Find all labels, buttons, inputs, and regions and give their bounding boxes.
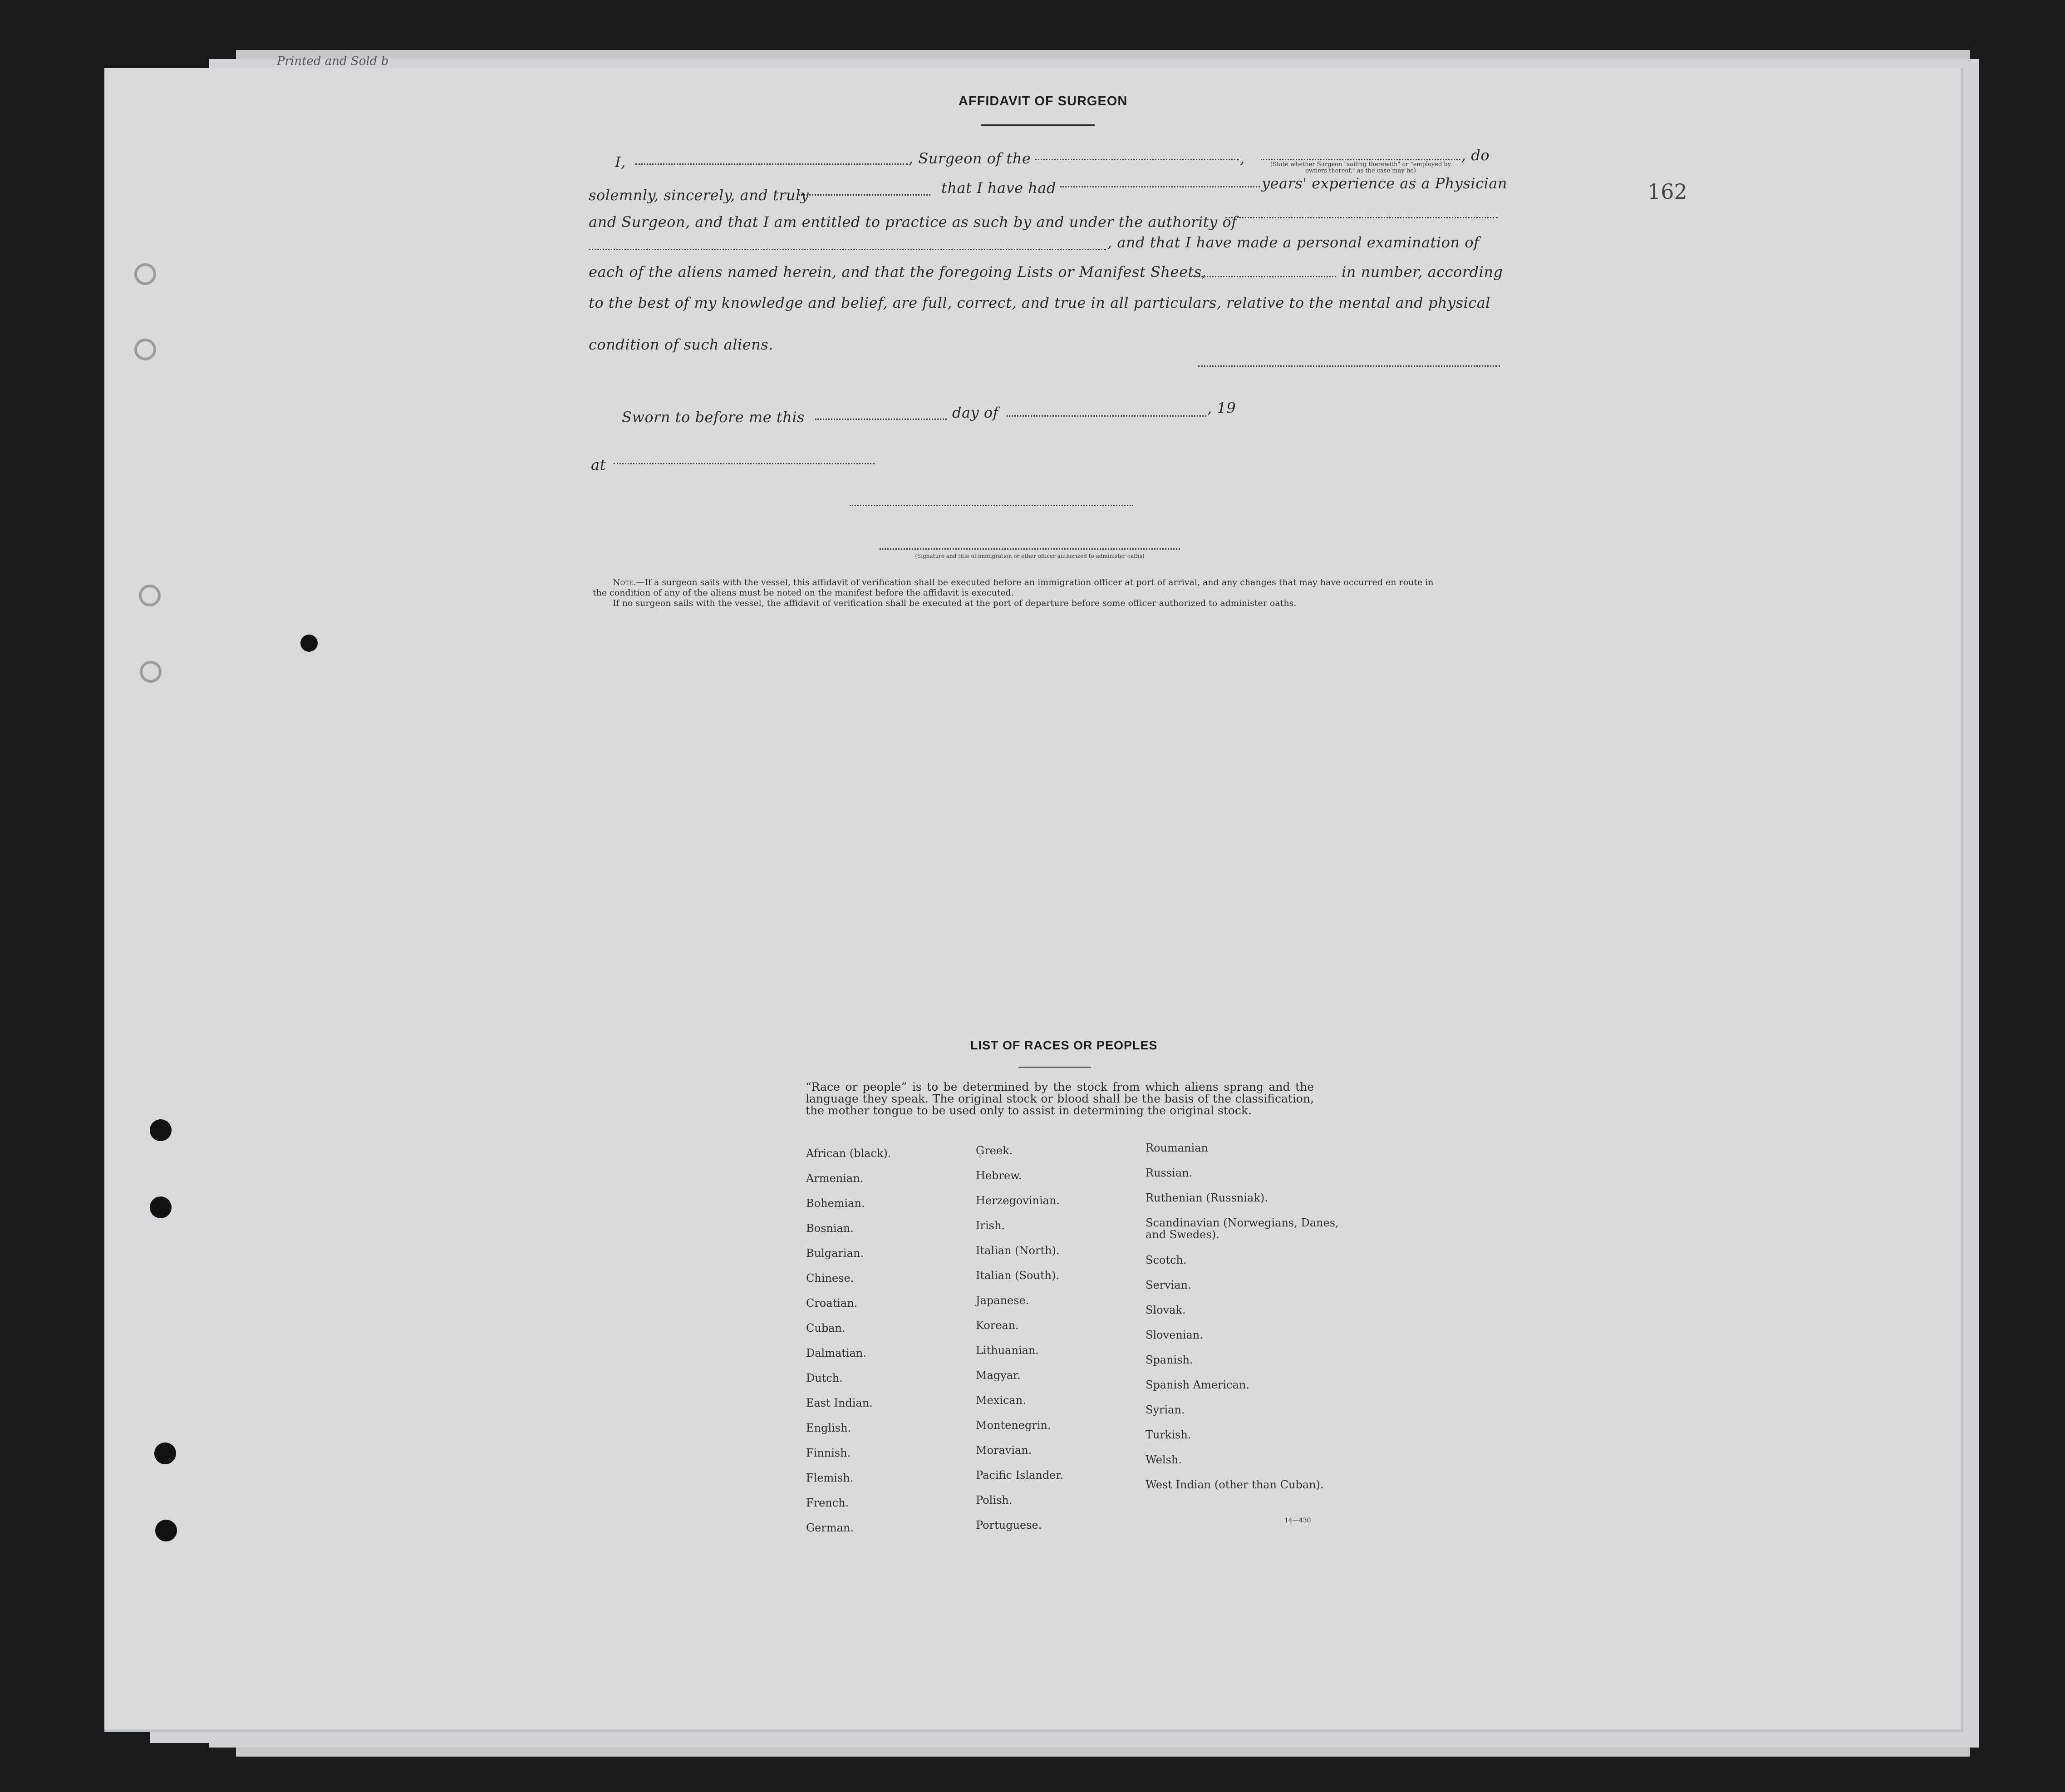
sworn-text: , 19	[1207, 399, 1236, 417]
race-item: Armenian.	[806, 1172, 864, 1185]
races-title: LIST OF RACES OR PEOPLES	[970, 1039, 1158, 1052]
binder-hole-icon	[134, 339, 156, 360]
race-item: Portuguese.	[976, 1519, 1042, 1531]
sworn-text: Sworn to before me this	[622, 409, 805, 426]
race-item: English.	[806, 1422, 851, 1434]
race-item: Italian (South).	[976, 1269, 1059, 1282]
race-item: Japanese.	[976, 1294, 1029, 1307]
binder-hole-icon	[140, 661, 162, 683]
note-line: —If a surgeon sails with the vessel, this affidavit of verification shall be executed before an immigration officer at port of arrival, and any changes that may have occurred en route in	[636, 577, 1434, 587]
binder-hole-icon	[134, 263, 156, 285]
race-item: Irish.	[976, 1219, 1005, 1232]
races-intro: “Race or people” is to be determined by the stock from which aliens sprang and the language they speak. The original stock or blood shall be the basis of the classification, the mother tongue to be used only to assist in determining the original stock.	[806, 1080, 1314, 1117]
affidavit-text: in number, according	[1342, 263, 1503, 281]
affidavit-text: that I have had	[941, 179, 1056, 197]
surgeon-signature-blank	[1198, 365, 1500, 367]
sworn-month-blank	[1007, 415, 1206, 417]
race-item: Bosnian.	[806, 1222, 854, 1235]
race-item: Welsh.	[1146, 1453, 1182, 1466]
sworn-place-label: at	[591, 456, 606, 473]
race-item: West Indian (other than Cuban).	[1146, 1478, 1324, 1491]
race-item: Finnish.	[806, 1447, 851, 1459]
race-item: Scandinavian (Norwegians, Danes, and Swedes).	[1146, 1216, 1339, 1241]
affidavit-title: AFFIDAVIT OF SURGEON	[959, 94, 1128, 108]
race-item: Greek.	[976, 1144, 1013, 1157]
binder-hole-icon	[139, 585, 161, 606]
authority-blank	[1225, 217, 1498, 218]
affidavit-text: years' experience as a Physician	[1262, 175, 1507, 192]
race-item: Bulgarian.	[806, 1247, 864, 1260]
page-number: 162	[1647, 179, 1687, 204]
race-item: Ruthenian (Russniak).	[1146, 1191, 1268, 1204]
race-item: Cuban.	[806, 1322, 846, 1334]
surgeon-name-blank	[635, 163, 908, 165]
years-blank	[1060, 186, 1260, 187]
edge-print-text: Printed and Sold b	[277, 54, 389, 68]
binder-hole-icon	[155, 1520, 177, 1541]
affidavit-text: solemnly, sincerely, and truly	[589, 187, 809, 204]
races-column-1	[806, 1147, 891, 1547]
affidavit-text: , and that I have made a personal examination of	[1107, 234, 1480, 251]
race-item: Syrian.	[1146, 1403, 1185, 1416]
race-item: Lithuanian.	[976, 1344, 1039, 1357]
race-item: Herzegovinian.	[976, 1194, 1060, 1207]
race-item: Flemish.	[806, 1472, 854, 1484]
affidavit-text: each of the aliens named herein, and that the foregoing Lists or Manifest Sheets,	[589, 263, 1207, 281]
form-number: 14—430	[1284, 1517, 1311, 1524]
race-item: Hebrew.	[976, 1169, 1022, 1182]
binder-hole-icon	[150, 1196, 172, 1218]
binder-hole-icon	[150, 1119, 172, 1141]
race-item: Montenegrin.	[976, 1419, 1051, 1432]
sailing-status-blank	[1261, 159, 1460, 160]
race-item: Italian (North).	[976, 1244, 1060, 1257]
affidavit-text: and Surgeon, and that I am entitled to practice as such by and under the authority of	[589, 213, 1237, 231]
race-item: Pacific Islander.	[976, 1469, 1063, 1482]
affidavit-text: , Surgeon of the	[909, 150, 1031, 167]
race-item: Spanish.	[1146, 1354, 1193, 1366]
race-item: Servian.	[1146, 1279, 1191, 1291]
sworn-manner-blank	[799, 194, 930, 196]
race-item: Korean.	[976, 1319, 1019, 1332]
race-item: Slovak.	[1146, 1304, 1186, 1316]
race-item: Russian.	[1146, 1167, 1193, 1179]
affidavit-text: , do	[1461, 147, 1490, 164]
race-item: Turkish.	[1146, 1428, 1191, 1441]
vessel-hint-caption: (State whether Surgeon "sailing therewith" or "employed by owners thereof," as the case may be)	[1270, 161, 1451, 174]
race-item: Dutch.	[806, 1372, 843, 1384]
officer-caption: (Signature and title of immigration or other officer authorized to administer oaths)	[915, 553, 1145, 559]
races-title-underline	[1018, 1067, 1091, 1068]
race-item: Scotch.	[1146, 1254, 1187, 1266]
title-underline	[981, 124, 1095, 126]
race-item: Croatian.	[806, 1297, 858, 1310]
race-item: Chinese.	[806, 1272, 854, 1285]
note-line: If no surgeon sails with the vessel, the affidavit of verification shall be executed at the port of departure before some officer authorized to administer oaths.	[613, 598, 1297, 608]
ink-blot-icon	[300, 635, 318, 652]
note-line: the condition of any of the aliens must be noted on the manifest before the affidavit is executed.	[593, 588, 1014, 598]
races-column-2	[976, 1145, 1063, 1544]
race-item: Spanish American.	[1146, 1378, 1249, 1391]
affidavit-text: to the best of my knowledge and belief, are full, correct, and true in all particulars, relative to the mental and physical	[589, 294, 1490, 311]
officer-signature-blank	[850, 505, 1133, 506]
affidavit-text: condition of such aliens.	[589, 336, 773, 353]
race-item: Magyar.	[976, 1369, 1021, 1382]
affidavit-text: I,	[615, 153, 626, 171]
race-item: Polish.	[976, 1494, 1013, 1506]
race-item: East Indian.	[806, 1397, 873, 1409]
vessel-name-blank	[1035, 159, 1239, 160]
sworn-day-blank	[815, 418, 947, 420]
race-item: African (black).	[806, 1147, 891, 1160]
race-item: Dalmatian.	[806, 1347, 867, 1359]
binder-hole-icon	[154, 1442, 176, 1464]
race-item: Bohemian.	[806, 1197, 865, 1210]
authority-blank-continued	[589, 249, 1106, 250]
affidavit-text: ,	[1240, 150, 1245, 167]
officer-title-blank	[880, 548, 1180, 550]
races-column-3	[1146, 1142, 1345, 1516]
race-item: Roumanian	[1146, 1142, 1208, 1154]
race-item: French.	[806, 1497, 849, 1509]
race-item: Mexican.	[976, 1394, 1026, 1407]
note-label: Note.	[613, 577, 636, 587]
race-item: German.	[806, 1521, 854, 1534]
race-item: Moravian.	[976, 1444, 1032, 1457]
sworn-text: day of	[952, 404, 998, 421]
sworn-place-blank	[614, 463, 875, 464]
sheet-count-blank	[1191, 276, 1336, 277]
race-item: Slovenian.	[1146, 1329, 1203, 1341]
affidavit-note	[613, 578, 1434, 587]
